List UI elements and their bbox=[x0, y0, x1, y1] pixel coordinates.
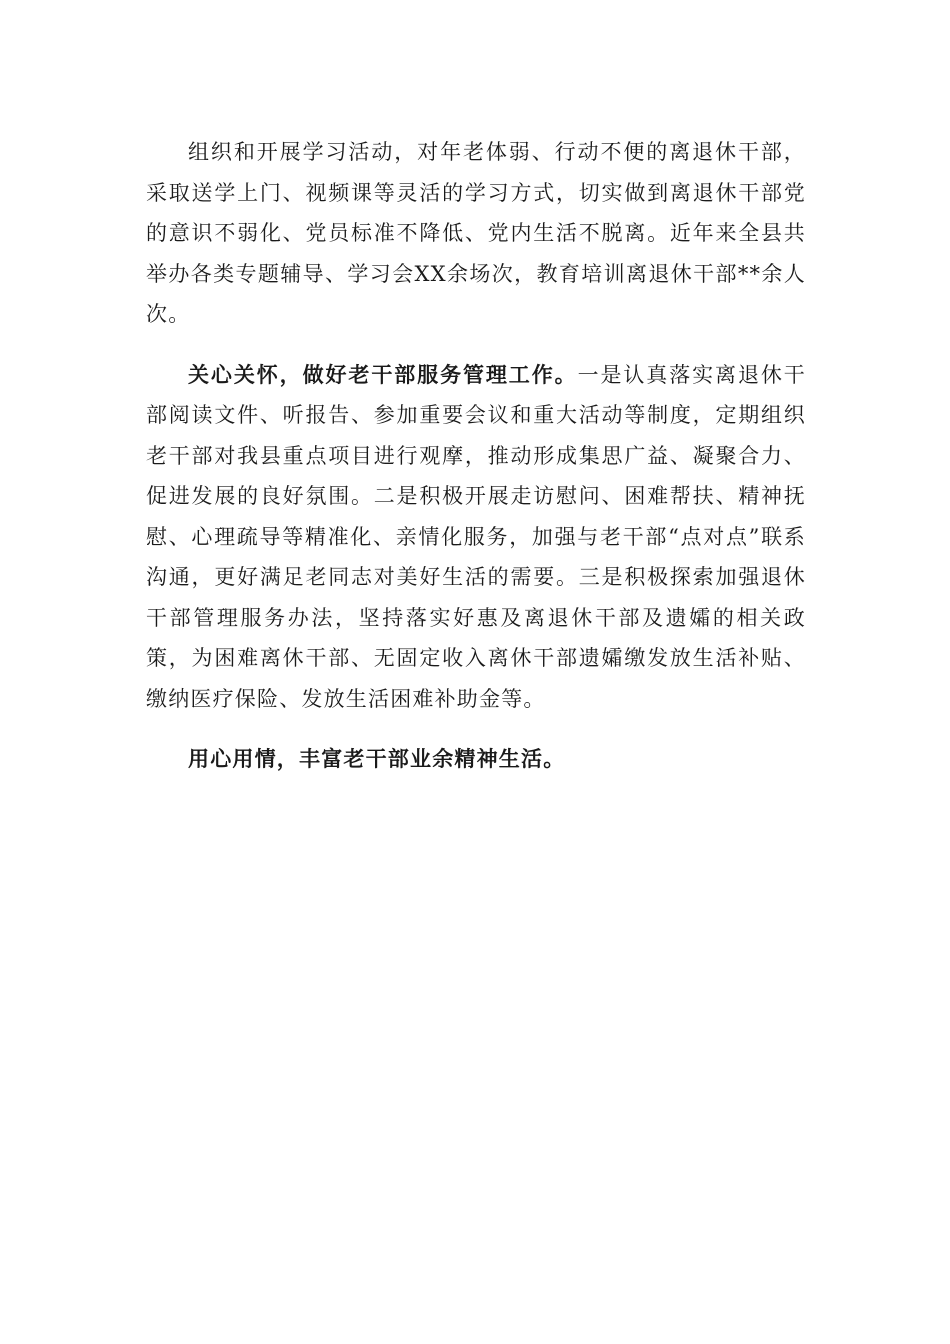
document-body bbox=[146, 132, 806, 780]
paragraph-service-management bbox=[146, 355, 806, 720]
paragraph-lead: 用心用情，丰富老干部业余精神生活。 bbox=[188, 746, 566, 771]
paragraph-study-activities bbox=[146, 132, 806, 335]
paragraph-text: 组织和开展学习活动，对年老体弱、行动不便的离退休干部，采取送学上门、视频课等灵活的学习方式，切实做到离退休干部党的意识不弱化、党员标准不降低、党内生活不脱离。近年来全县共举办各类专题辅导、学习会XX余场次，教育培训离退休干部**余人次。 bbox=[146, 140, 806, 326]
paragraph-lead: 关心关怀，做好老干部服务管理工作。 bbox=[188, 361, 578, 387]
paragraph-text: 一是认真落实离退休干部阅读文件、听报告、参加重要会议和重大活动等制度，定期组织老干部对我县重点项目进行观摩，推动形成集思广益、凝聚合力、促进发展的良好氛围。二是积极开展走访慰问、困难帮扶、精神抚慰、心理疏导等精准化、亲情化服务，加强与老干部“点对点”联系沟通，更好满足老同志对美好生活的需要。三是积极探索加强退休干部管理服务办法，坚持落实好惠及离退休干部及遗孀的相关政策，为困难离休干部、无固定收入离休干部遗孀缴发放生活补贴、缴纳医疗保险、发放生活困难补助金等。 bbox=[146, 362, 806, 711]
paragraph-spiritual-life bbox=[146, 739, 806, 780]
